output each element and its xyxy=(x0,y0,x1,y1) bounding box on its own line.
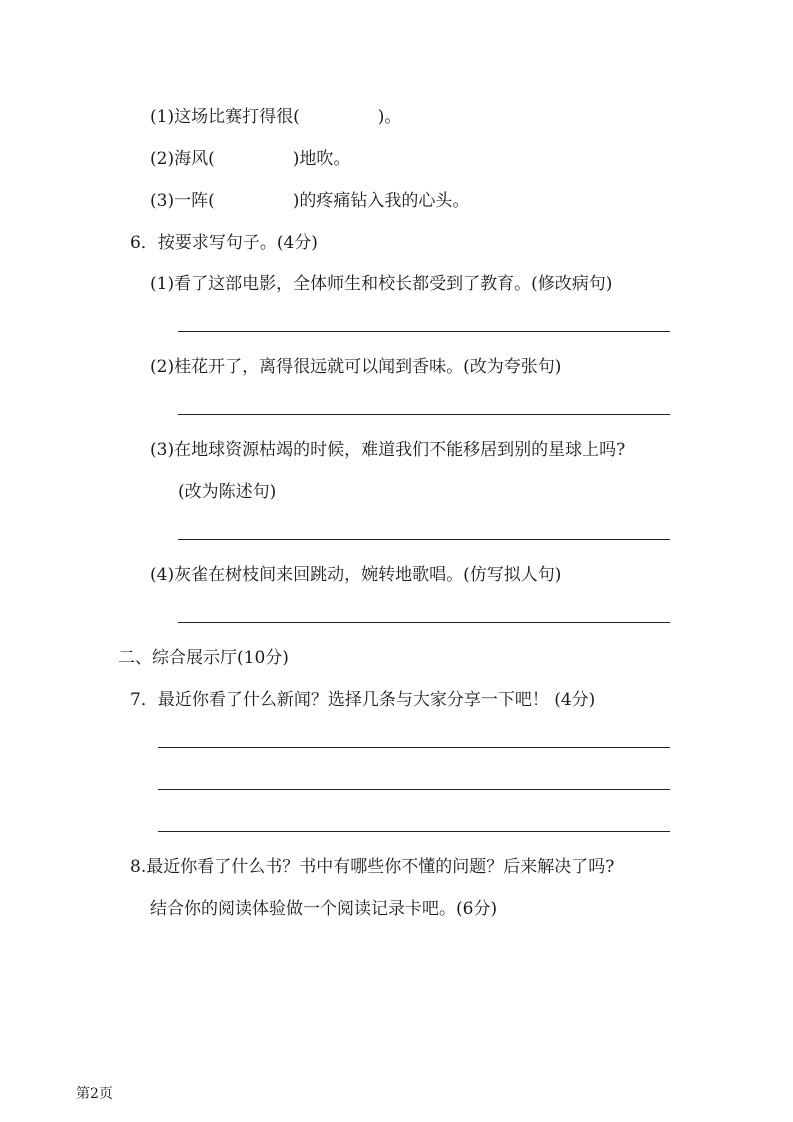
q6-item-3-answer-line[interactable] xyxy=(178,539,670,540)
q6-item-2-answer-line[interactable] xyxy=(178,414,670,415)
q6-item-3-instruction: (改为陈述句) xyxy=(178,482,277,502)
q6-item-3 xyxy=(150,438,625,462)
q5-item-3-number: (3) xyxy=(150,191,175,211)
q6-item-3-number: (3) xyxy=(150,440,175,460)
q6-item-4 xyxy=(150,563,561,587)
q6-item-4-text: 灰雀在树枝间来回跳动，婉转地歌唱。(仿写拟人句) xyxy=(174,565,562,585)
q8-line-1: 8.最近你看了什么书？书中有哪些你不懂的问题？后来解决了吗? xyxy=(130,857,615,877)
q7-title: 7．最近你看了什么新闻？选择几条与大家分享一下吧！ (4分) xyxy=(130,690,596,710)
q6-title: 6．按要求写句子。(4分) xyxy=(130,233,318,253)
q6-item-3-text: 在地球资源枯竭的时候，难道我们不能移居到别的星球上吗? xyxy=(174,440,626,460)
q6-item-2-text: 桂花开了，离得很远就可以闻到香味。(改为夸张句) xyxy=(174,357,562,377)
q5-item-2-number: (2) xyxy=(150,149,175,169)
q5-item-3-prefix: 一阵( xyxy=(174,191,215,211)
q8-line-2: 结合你的阅读体验做一个阅读记录卡吧。(6分) xyxy=(150,899,498,919)
q5-item-1-prefix: 这场比赛打得很( xyxy=(174,107,300,127)
q6-item-1-number: (1) xyxy=(150,274,175,294)
q7-answer-line-1[interactable] xyxy=(158,747,670,748)
section-2-title: 二、综合展示厅(10分) xyxy=(118,648,289,668)
q7-answer-line-2[interactable] xyxy=(158,789,670,790)
q5-item-2-prefix: 海风( xyxy=(174,149,215,169)
q6-item-1-text: 看了这部电影，全体师生和校长都受到了教育。(修改病句) xyxy=(174,274,613,294)
q6-item-4-number: (4) xyxy=(150,565,175,585)
q6-item-1-answer-line[interactable] xyxy=(178,331,670,332)
q7-answer-line-3[interactable] xyxy=(158,831,670,832)
q5-item-2-suffix: )地吹。 xyxy=(292,149,351,169)
q6-item-4-answer-line[interactable] xyxy=(178,622,670,623)
q5-item-2 xyxy=(150,147,350,171)
q5-item-3 xyxy=(150,189,469,213)
q5-item-3-suffix: )的疼痛钻入我的心头。 xyxy=(292,191,470,211)
q6-item-1 xyxy=(150,272,612,296)
q5-item-1-number: (1) xyxy=(150,107,175,127)
q6-item-2 xyxy=(150,355,561,379)
q6-item-2-number: (2) xyxy=(150,357,175,377)
page-number: 第2页 xyxy=(76,1086,113,1102)
q5-item-1-suffix: )。 xyxy=(377,107,402,127)
q5-item-1 xyxy=(150,105,401,129)
